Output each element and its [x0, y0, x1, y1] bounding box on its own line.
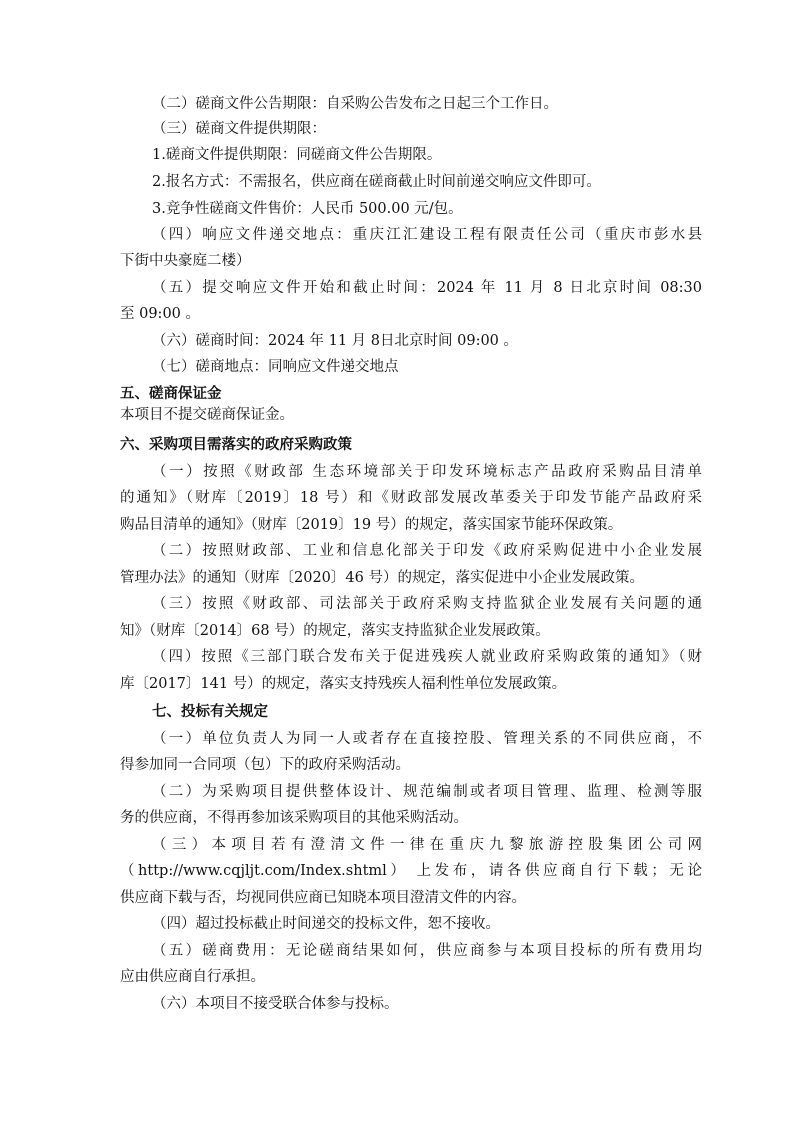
text-line: （六）本项目不接受联合体参与投标。	[152, 996, 399, 1012]
text-line: （http://www.cqjljt.com/Index.shtml） 上发布，请各供应商自行下载；无论	[120, 863, 702, 879]
text-line: （二）按照财政部、工业和信息化部关于印发《政府采购促进中小企业发展	[152, 543, 702, 559]
text-line: 至 09:00 。	[120, 306, 201, 322]
text-line: （二）为采购项目提供整体设计、规范编制或者项目管理、监理、检测等服	[152, 784, 702, 800]
text-line: 3.竞争性磋商文件售价：人民币 500.00 元/包。	[152, 201, 463, 217]
text-line: （七）磋商地点：同响应文件递交地点	[152, 359, 399, 375]
text-line: （一）单位负责人为同一人或者存在直接控股、管理关系的不同供应商，不	[152, 731, 702, 747]
text-line: 本项目不提交磋商保证金。	[120, 407, 294, 423]
text-line: （三）本项目若有澄清文件一律在重庆九黎旅游控股集团公司网	[152, 837, 702, 853]
section-heading: 六、采购项目需落实的政府采购政策	[120, 436, 352, 453]
text-line: 得参加同一合同项（包）下的政府采购活动。	[120, 757, 410, 773]
text-line: （二）磋商文件公告期限：自采购公告发布之日起三个工作日。	[152, 96, 558, 112]
section-heading: 七、投标有关规定	[152, 703, 268, 720]
text-line: （三）按照《财政部、司法部关于政府采购支持监狱企业发展有关问题的通	[152, 596, 702, 612]
text-line: 务的供应商，不得再参加该采购项目的其他采购活动。	[120, 810, 468, 826]
text-line: （四）超过投标截止时间递交的投标文件，恕不接收。	[152, 916, 500, 932]
text-line: 购品目清单的通知》（财库〔2019〕19 号）的规定，落实国家节能环保政策。	[120, 517, 623, 533]
text-line: 1.磋商文件提供期限：同磋商文件公告期限。	[152, 147, 442, 163]
text-line: （四）按照《三部门联合发布关于促进残疾人就业政府采购政策的通知》（财	[152, 649, 702, 665]
text-line: （五）磋商费用：无论磋商结果如何，供应商参与本项目投标的所有费用均	[152, 943, 702, 959]
text-line: （六）磋商时间：2024 年 11 月 8日北京时间 09:00 。	[152, 333, 519, 349]
text-line: 的通知》（财库〔2019〕18 号）和《财政部发展改革委关于印发节能产品政府采	[120, 490, 702, 506]
text-line: 应由供应商自行承担。	[120, 969, 265, 985]
text-line: 库〔2017〕141 号）的规定，落实支持残疾人福利性单位发展政策。	[120, 676, 567, 692]
text-line: （三）磋商文件提供期限：	[152, 121, 326, 137]
text-line: （一）按照《财政部 生态环境部关于印发环境标志产品政府采购品目清单	[152, 464, 702, 480]
section-heading: 五、磋商保证金	[120, 385, 222, 402]
text-line: 管理办法》的通知（财库〔2020〕46 号）的规定，落实促进中小企业发展政策。	[120, 570, 644, 586]
text-line: 知》（财库〔2014〕68 号）的规定，落实支持监狱企业发展政策。	[120, 623, 550, 639]
text-line: 供应商下载与否，均视同供应商已知晓本项目澄清文件的内容。	[120, 890, 526, 906]
text-line: 下街中央豪庭二楼）	[120, 253, 251, 269]
text-line: （五）提交响应文件开始和截止时间：2024 年 11 月 8 日北京时间 08:30	[152, 280, 702, 296]
text-line: 2.报名方式：不需报名，供应商在磋商截止时间前递交响应文件即可。	[152, 174, 601, 190]
text-line: （四）响应文件递交地点：重庆江汇建设工程有限责任公司（重庆市彭水县	[152, 227, 702, 243]
